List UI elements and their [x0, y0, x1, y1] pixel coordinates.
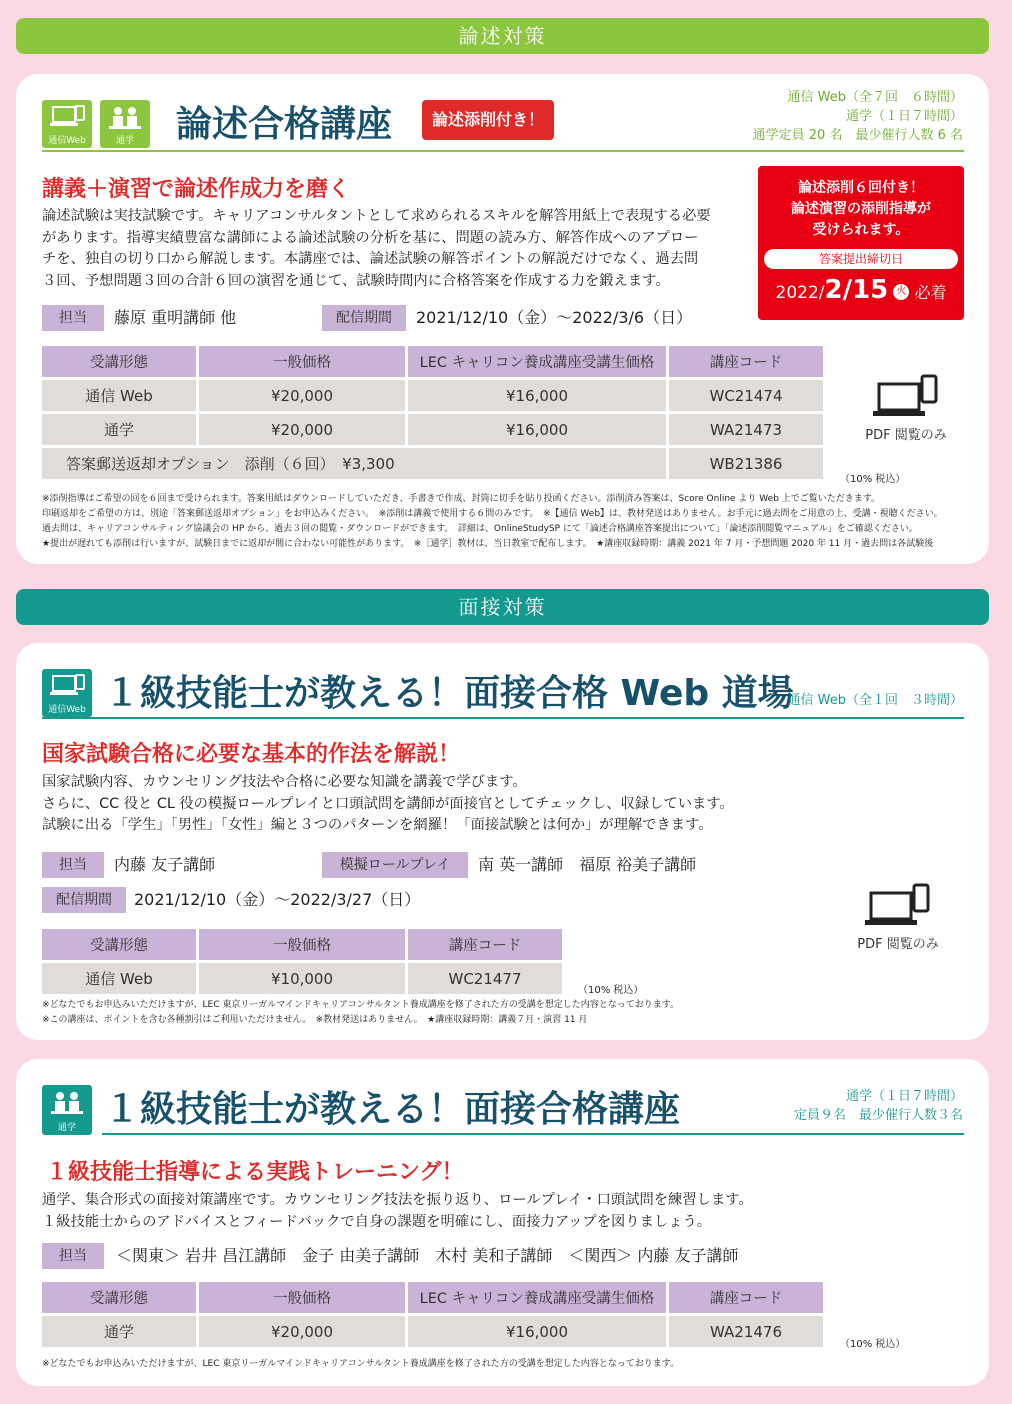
table-row: 通信 Web ¥20,000 ¥16,000 WC21474 [42, 380, 823, 411]
period-label: 配信期間 [42, 887, 126, 913]
course-subheading: 国家試験合格に必要な基本的作法を解説！ [42, 742, 461, 767]
laptop-phone-icon [871, 374, 941, 420]
footnotes: ※添削指導はご希望の回を６回まで受けられます。答案用紙はダウンロードしていただき、手書きで作成、封筒に切手を貼り投函ください。添削済み答案は、Score Online より Web 上でご覧いただきます。 印刷返却をご希望の方は、別途「答案郵送返却オプション」をお申込みください。 ※添削は講義で使用する６問のみです。 ※【通信 Web】は、教材発送はありません。お手元に過去問をご用意の上、受講・視聴ください。 過去問は、キャリアコンサルティング協議会の HP から、過去３回の閲覧・ダウンロードができます。 詳細は、OnlineStudySP にて「論述合格講座答案提出について」「論述添削閲覧マニュアル」をご確認ください。 ★提出が遅れても添削は行いますが、試験日までに返却が間に合わない可能性があります。 ※［通学］教材は、当日教室で配布します。 ★講座収録時期：講義 2021 年 7 月・予想問題 2020 年 11 月・過去問は各試験後 [42, 494, 943, 549]
correction-tag: 論述添削付き！ [422, 100, 554, 140]
classroom-course-icon: 通学 [100, 100, 150, 148]
course-title: １級技能士が教える！面接合格 Web 道場 [104, 673, 794, 714]
web-course-icon: 通信Web [42, 100, 92, 148]
weekday-badge: 火 [893, 284, 909, 300]
table-row: 通学 ¥20,000 ¥16,000 WA21476 [42, 1316, 823, 1347]
course-subheading: 講義＋演習で論述作成力を磨く [42, 177, 351, 202]
table-header-row: 受講形態 一般価格 講座コード [42, 929, 562, 960]
table-row: 通学 ¥20,000 ¥16,000 WA21473 [42, 414, 823, 445]
price-table [39, 1279, 826, 1350]
section-banner-interview: 面接対策 [16, 589, 989, 625]
teacher-label: 担当 [42, 305, 104, 331]
title-underline [42, 150, 964, 152]
delivery-period: 2021/12/10（金）～2022/3/6（日） [416, 308, 693, 327]
course-meta: 通信 Web（全７回 ６時間） 通学（１日７時間） 通学定員 20 名 最少催行人数 6 名 [752, 90, 963, 143]
interview-course-card [16, 1059, 989, 1386]
delivery-period: 2021/12/10（金）～2022/3/27（日） [134, 890, 421, 909]
table-row: 通信 Web ¥10,000 WC21477 [42, 963, 562, 994]
tax-note: （10% 税込） [578, 985, 644, 996]
teacher-name: 内藤 友子講師 [114, 855, 216, 874]
table-header-row: 受講形態 一般価格 LEC キャリコン養成講座受講生価格 講座コード [42, 346, 823, 377]
pdf-view-only: PDF 閲覧のみ [856, 374, 956, 443]
roleplay-teachers: 南 英一講師 福原 裕美子講師 [478, 855, 697, 874]
course-title: １級技能士が教える！面接合格講座 [104, 1089, 681, 1130]
period-label: 配信期間 [322, 305, 406, 331]
teacher-label: 担当 [42, 852, 104, 878]
price-table [39, 926, 565, 997]
course-description: 国家試験内容、カウンセリング技法や合格に必要な知識を講義で学びます。 さらに、CC 役と CL 役の模擬ロールプレイと口頭試問を講師が面接官としてチェックし、収録しています。 試験に出る「学生」「男性」「女性」編と３つのパターンを網羅！「面接試験とは何か」が理解できます。 [42, 774, 734, 833]
correction-notice-box: 論述添削６回付き！ 論述演習の添削指導が 受けられます。 答案提出締切日 2022/2/15 火 必着 [758, 166, 964, 320]
roleplay-label: 模擬ロールプレイ [322, 852, 468, 878]
course-meta: 通学（１日７時間） 定員９名 最少催行人数３名 [793, 1089, 963, 1123]
option-row: 答案郵送返却オプション 添削（６回） ¥3,300 WB21386 [42, 448, 823, 479]
teacher-name: 藤原 重明講師 他 [114, 308, 237, 327]
deadline-label: 答案提出締切日 [764, 249, 958, 269]
course-title: 論述合格講座 [176, 104, 393, 145]
teacher-label: 担当 [42, 1243, 104, 1269]
title-underline [42, 717, 964, 719]
web-dojo-course-card [16, 643, 989, 1040]
section-banner-essay: 論述対策 [16, 18, 989, 54]
course-meta: 通信 Web（全１回 ３時間） [787, 693, 963, 708]
classroom-course-icon: 通学 [42, 1085, 92, 1135]
essay-course-card [16, 74, 989, 564]
deadline-date: 2022/2/15 火 必着 [775, 275, 947, 305]
course-description: 論述試験は実技試験です。キャリアコンサルタントとして求められるスキルを解答用紙上で表現する必要 があります。指導実績豊富な講師による論述試験の分析を基に、問題の読み方、解答作成へのアプロー チを、独自の切り口から解説します。本講座では、論述試験の解答ポイントの解説だけでなく、過去問 ３回、予想問題３回の合計６回の演習を通じて、試験時間内に合格答案を作成する力を鍛えます。 [42, 208, 711, 289]
laptop-phone-icon [863, 883, 933, 929]
footnotes: ※どなたでもお申込みいただけますが、LEC 東京リーガルマインドキャリアコンサルタント養成講座を修了された方の受講を想定した内容となっております。 [42, 1359, 680, 1369]
course-description: 通学、集合形式の面接対策講座です。カウンセリング技法を振り返り、ロールプレイ・口頭試問を練習します。 １級技能士からのアドバイスとフィードバックで自身の課題を明確にし、面接力アップを図りましょう。 [42, 1192, 753, 1230]
table-header-row: 受講形態 一般価格 LEC キャリコン養成講座受講生価格 講座コード [42, 1282, 823, 1313]
title-underline [102, 1133, 964, 1135]
web-course-icon: 通信Web [42, 669, 92, 717]
tax-note: （10% 税込） [840, 474, 906, 485]
teacher-names: ＜関東＞ 岩井 昌江講師 金子 由美子講師 木村 美和子講師 ＜関西＞ 内藤 友子講師 [116, 1246, 739, 1265]
price-table [39, 343, 826, 482]
pdf-view-only: PDF 閲覧のみ [846, 883, 950, 952]
tax-note: （10% 税込） [840, 1339, 906, 1350]
course-subheading: １級技能士指導による実践トレーニング！ [46, 1160, 464, 1185]
footnotes: ※どなたでもお申込みいただけますが、LEC 東京リーガルマインドキャリアコンサルタント養成講座を修了された方の受講を想定した内容となっております。 ※この講座は、ポイントを含む各種割引はご利用いただけません。 ※教材発送はありません。 ★講座収録時期：講義７月・演習 11 月 [42, 1000, 680, 1025]
